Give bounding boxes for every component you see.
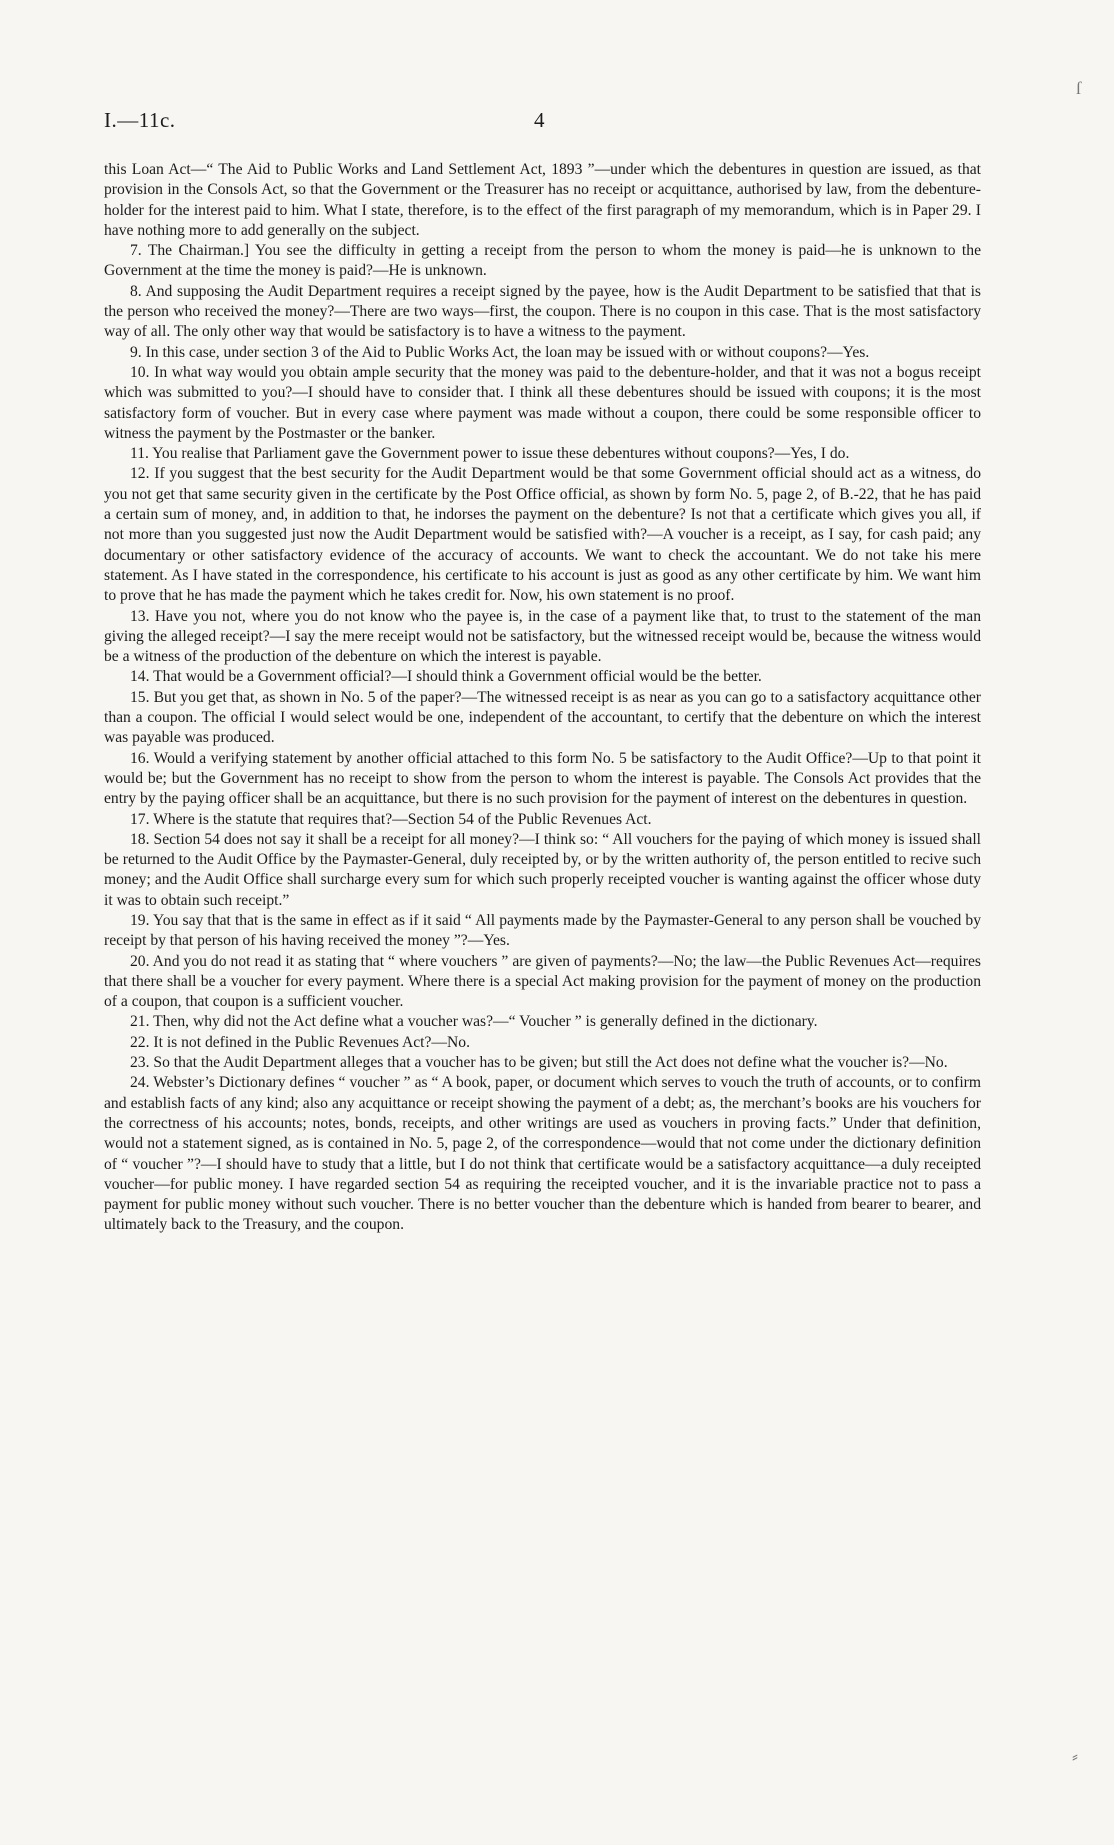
page-header	[104, 108, 1010, 136]
scan-margin-mark: ſ	[1076, 78, 1082, 98]
question-23: 23. So that the Audit Department alleges that a voucher has to be given; but still the Act does not define what the voucher is?—No.	[130, 1054, 948, 1072]
question-18: 18. Section 54 does not say it shall be a receipt for all money?—I think so: “ All vouchers for the paying of which money is issued shall be returned to the Audit Office by the Paymaster-General, duly receipted by, or by the written authority of, the person entitled to recive such money; and the Audit Office shall surcharge every sum for which such properly receipted voucher is wanting against the officer whose duty it was to obtain such receipt.”	[104, 830, 981, 909]
document-body	[104, 160, 981, 1236]
question-16: 16. Would a verifying statement by another official attached to this form No. 5 be satisfactory to the Audit Office?—Up to that point it would be; but the Government has no receipt to show from the person to whom the interest is payable. The Consols Act provides that the entry by the paying officer shall be an acquittance, but there is no such provision for the payment of interest on the debentures in question.	[104, 749, 981, 808]
question-12: 12. If you suggest that the best security for the Audit Department would be that some Government official should act as a witness, do you not get that same security given in the certificate by the Post Office official, as shown by form No. 5, page 2, of B.-22, that he has paid a certain sum of money, and, in addition to that, he indorses the payment on the debenture? Is not that a certificate which gives you all, if not more than you suggested just now the Audit Department would be satisfied with?—A voucher is a receipt, as I say, for cash paid; any documentary or other satisfactory evidence of the accuracy of accounts. We want to check the accountant. We do not take his mere statement. As I have stated in the correspondence, his certificate to his account is just as good as any other certificate by him. We want him to prove that he has made the payment which he takes credit for. Now, his own statement is no proof.	[104, 465, 981, 605]
question-22: 22. It is not defined in the Public Revenues Act?—No.	[130, 1033, 470, 1051]
question-21: 21. Then, why did not the Act define what a voucher was?—“ Voucher ” is generally defined in the dictionary.	[130, 1013, 818, 1031]
question-13: 13. Have you not, where you do not know who the payee is, in the case of a payment like that, to trust to the statement of the man giving the alleged receipt?—I say the mere receipt would not be satisfactory, but the witnessed receipt would be, because the witness would be a witness of the production of the debenture on which the interest is payable.	[104, 607, 981, 666]
question-24: 24. Webster’s Dictionary defines “ voucher ” as “ A book, paper, or document which serves to vouch the truth of accounts, or to confirm and establish facts of any kind; also any acquittance or receipt showing the payment of a debt; as, the merchant’s books are his vouchers for the correctness of his accounts; notes, bonds, receipts, and other writings are used as vouchers in proving facts.” Under that definition, would not a statement signed, as is contained in No. 5, page 2, of the correspondence—would that not come under the dictionary definition of “ voucher ”?—I should have to study that a little, but I do not think that certificate would be a satisfactory acquittance—a duly receipted voucher—for public money. I have regarded section 54 as requiring the receipted voucher, and it is the invariable practice not to pass a payment for public money without such voucher. There is no better voucher than the debenture which is handed from bearer to bearer, and ultimately back to the Treasury, and the coupon.	[104, 1074, 981, 1234]
paragraph-continuation: this Loan Act—“ The Aid to Public Works and Land Settlement Act, 1893 ”—under which the debentures in question are issued, as that provision in the Consols Act, so that the Government or the Treasurer has no receipt or acquittance, authorised by law, from the debenture-holder for the interest paid to him. What I state, therefore, is to the effect of the first paragraph of my memorandum, which is in Paper 29. I have nothing more to add generally on the subject.	[104, 161, 981, 239]
question-11: 11. You realise that Parliament gave the Government power to issue these debentures without coupons?—Yes, I do.	[130, 445, 850, 463]
question-9: 9. In this case, under section 3 of the Aid to Public Works Act, the loan may be issued with or without coupons?—Yes.	[130, 343, 870, 361]
scan-margin-mark: ⸗	[1072, 1746, 1078, 1766]
document-reference: I.—11c.	[104, 108, 176, 132]
question-15: 15. But you get that, as shown in No. 5 of the paper?—The witnessed receipt is as near as you can go to a satisfactory acquittance other than a coupon. The official I would select would be one, independent of the accountant, to certify that the debenture on which the interest was payable was produced.	[104, 688, 981, 747]
question-8: 8. And supposing the Audit Department requires a receipt signed by the payee, how is the Audit Department to be satisfied that that is the person who received the money?—There are two ways—first, the coupon. There is no coupon in this case. That is the most satisfactory way of all. The only other way that would be satisfactory is to have a witness to the payment.	[104, 282, 981, 341]
question-19: 19. You say that that is the same in effect as if it said “ All payments made by the Paymaster-General to any person shall be vouched by receipt by that person of his having received the money ”?—Yes.	[104, 911, 981, 950]
question-10: 10. In what way would you obtain ample security that the money was paid to the debenture-holder, and that it was not a bogus receipt which was submitted to you?—I should have to consider that. I think all these debentures should be issued with coupons; it is the most satisfactory form of voucher. But in every case where payment was made without a coupon, there could be some responsible officer to witness the payment by the Postmaster or the banker.	[104, 363, 981, 442]
question-17: 17. Where is the statute that requires that?—Section 54 of the Public Revenues Act.	[130, 810, 652, 828]
page-number: 4	[534, 108, 545, 132]
question-20: 20. And you do not read it as stating that “ where vouchers ” are given of payments?—No; the law—the Public Revenues Act—requires that there shall be a voucher for every payment. Where there is a special Act making provision for the payment of money on the production of a coupon, that coupon is a sufficient voucher.	[104, 952, 981, 1011]
question-14: 14. That would be a Government official?—I should think a Government official would be the better.	[130, 668, 762, 686]
question-7: 7. The Chairman.] You see the difficulty in getting a receipt from the person to whom the money is paid—he is unknown to the Government at the time the money is paid?—He is unknown.	[104, 242, 981, 280]
